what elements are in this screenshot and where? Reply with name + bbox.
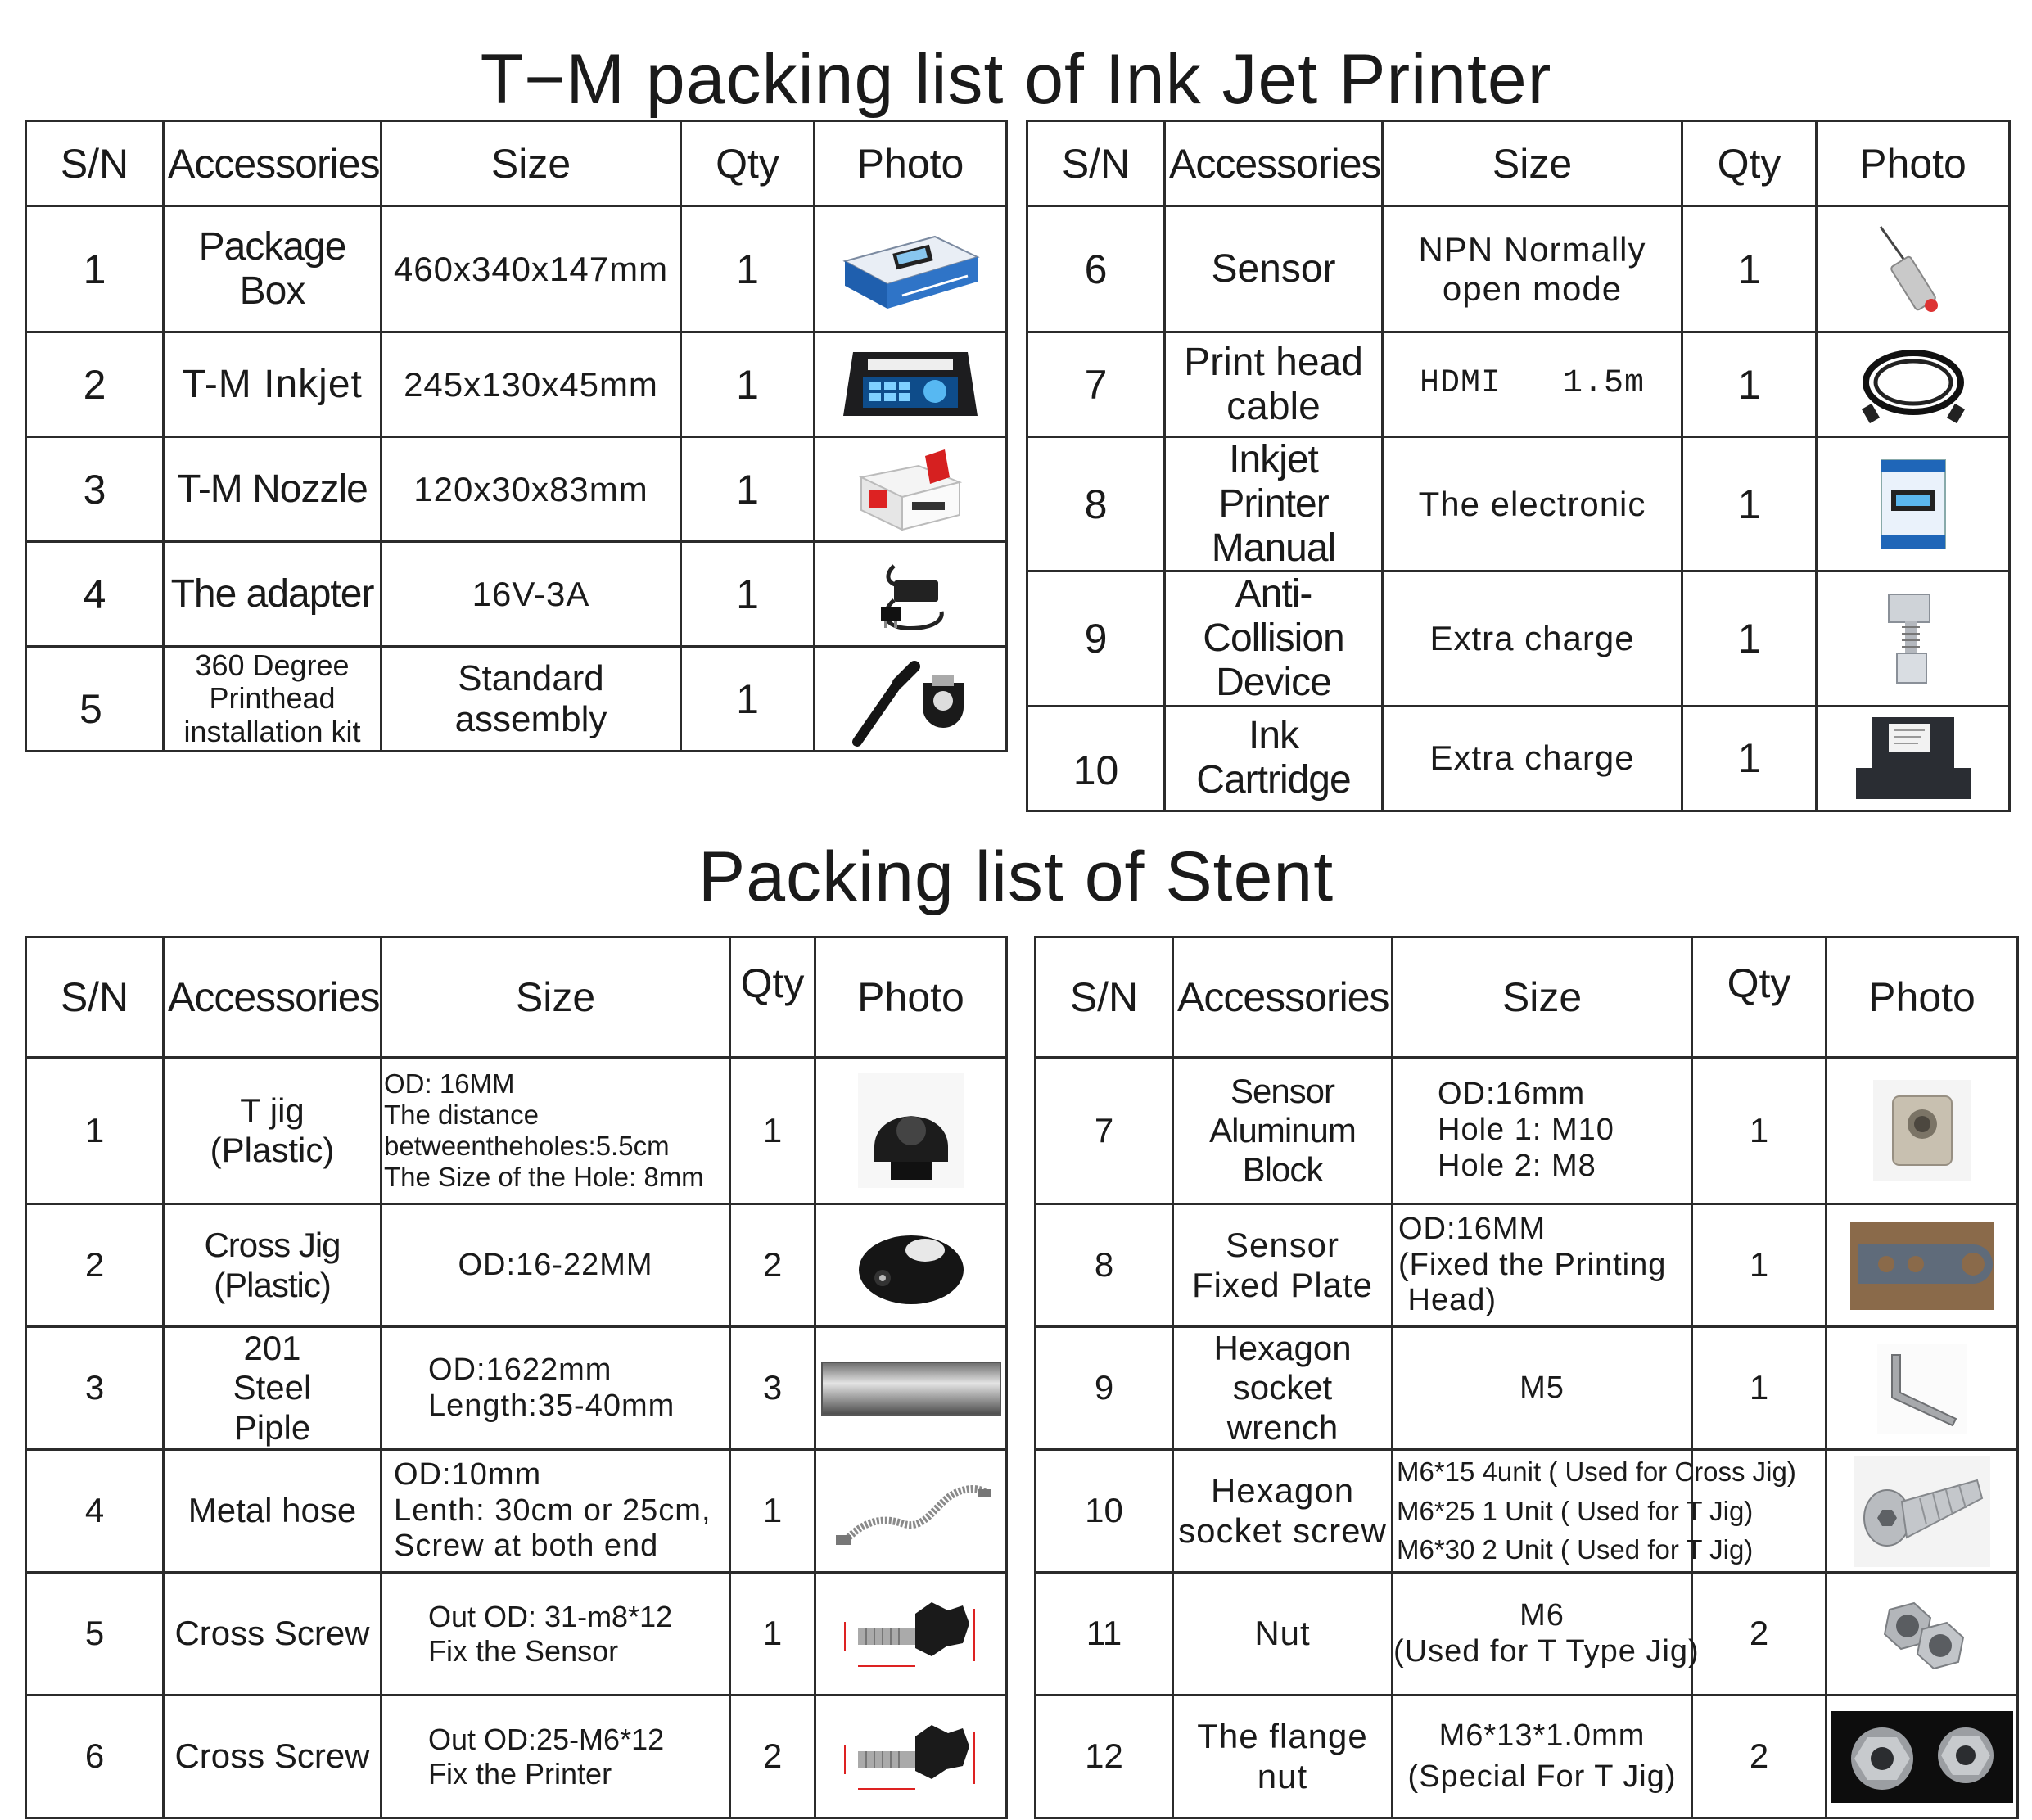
size-cell: 460x340x147mm	[382, 206, 681, 332]
installation-kit-photo	[841, 650, 980, 748]
header-accessories: Accessories	[164, 937, 382, 1058]
table-row	[26, 437, 1007, 542]
header-photo: Photo	[815, 937, 1007, 1058]
qty-cell: 1	[681, 542, 815, 647]
size-cell: The electronic	[1383, 437, 1682, 571]
header-sn: S/N	[1036, 937, 1173, 1058]
qty-cell: 1	[1682, 571, 1817, 706]
size-line: Out OD: 31-m8*12	[428, 1600, 673, 1634]
qty-cell: 1	[681, 437, 815, 542]
size-cell: Extra charge	[1383, 571, 1682, 706]
qty-cell: 1	[681, 332, 815, 437]
header-sn: S/N	[26, 937, 164, 1058]
accessory-cell: Sensor	[1165, 206, 1383, 332]
photo-cell	[815, 542, 1007, 647]
header-size: Size	[1383, 121, 1682, 206]
sn-cell: 10	[1027, 706, 1165, 811]
cross-jig-photo	[850, 1213, 973, 1319]
size-cell: Standard assembly	[382, 647, 681, 752]
accessory-cell: T-M Inkjet	[164, 332, 382, 437]
sn-cell: 9	[1036, 1327, 1173, 1450]
table-row	[26, 332, 1007, 437]
size-line: M5	[1519, 1370, 1565, 1405]
photo-cell	[1827, 1204, 2018, 1327]
table-row	[1027, 571, 2010, 706]
nut-photo	[1865, 1585, 1980, 1683]
size-line: Lenth: 30cm or 25cm,	[394, 1493, 711, 1528]
size-line: Hole 1: M10	[1438, 1113, 1614, 1148]
table-header-row	[1027, 121, 2010, 206]
accessory-cell: Sensor Aluminum Block	[1173, 1058, 1393, 1204]
accessory-cell: Cross Screw	[164, 1696, 382, 1818]
size-line: OD:10mm	[394, 1456, 542, 1492]
photo-cell	[1817, 206, 2010, 332]
accessory-cell: The adapter	[164, 542, 382, 647]
sn-cell: 2	[26, 332, 164, 437]
cross-screw-m8-photo	[825, 1581, 997, 1687]
photo-cell	[1817, 437, 2010, 571]
qty-cell: 1	[730, 1573, 815, 1696]
inkjet-printer-photo	[837, 344, 984, 426]
size-line: M6	[1519, 1597, 1565, 1633]
photo-cell	[815, 1696, 1007, 1818]
t-jig-photo	[858, 1073, 964, 1188]
fixed-plate-photo	[1850, 1222, 1994, 1310]
size-cell: 245x130x45mm	[382, 332, 681, 437]
nozzle-photo	[853, 445, 968, 535]
qty-cell: 1	[1692, 1204, 1827, 1327]
size-line: OD:16-22MM	[458, 1247, 653, 1282]
size-line: OD:1622mm	[428, 1352, 612, 1387]
table-row	[26, 206, 1007, 332]
size-line: OD:16mm	[1438, 1077, 1586, 1112]
size-cell	[1393, 1204, 1692, 1327]
size-line: The Size of the Hole: 8mm	[384, 1161, 704, 1192]
stent-table-left	[25, 936, 1008, 1819]
table-row	[1036, 1204, 2018, 1327]
size-line: M6*25 1 Unit ( Used for T Jig)	[1397, 1495, 1754, 1526]
sn-cell: 4	[26, 542, 164, 647]
sn-cell: 10	[1036, 1450, 1173, 1573]
table-row	[1036, 1327, 2018, 1450]
photo-cell	[1827, 1696, 2018, 1818]
qty-cell: 1	[1682, 332, 1817, 437]
size-line: Head)	[1398, 1283, 1497, 1318]
accessory-cell: Ink Cartridge	[1165, 706, 1383, 811]
size-cell	[382, 1204, 730, 1327]
size-cell: NPN Normally open mode	[1383, 206, 1682, 332]
accessory-cell: 360 Degree Printhead installation kit	[164, 647, 382, 752]
accessory-cell: Cross Screw	[164, 1573, 382, 1696]
table-row	[1027, 706, 2010, 811]
size-cell	[1393, 1327, 1692, 1450]
size-line: M6*15 4unit ( Used for Cross Jig)	[1397, 1456, 1796, 1487]
photo-cell	[815, 1058, 1007, 1204]
header-sn: S/N	[1027, 121, 1165, 206]
table-header-row	[1036, 937, 2018, 1058]
qty-cell: 3	[730, 1327, 815, 1450]
hex-wrench-photo	[1877, 1344, 1967, 1434]
table-row	[26, 1696, 1007, 1818]
sn-cell: 3	[26, 437, 164, 542]
aluminum-block-photo	[1873, 1080, 1971, 1181]
size-line: (Special For T Jig)	[1407, 1759, 1677, 1794]
photo-cell	[1827, 1573, 2018, 1696]
header-accessories: Accessories	[1173, 937, 1393, 1058]
table-row	[26, 1573, 1007, 1696]
stent-table-right	[1034, 936, 2019, 1819]
flange-nut-photo	[1831, 1711, 2013, 1803]
sn-cell: 7	[1036, 1058, 1173, 1204]
size-line: Screw at both end	[394, 1529, 659, 1564]
cross-screw-m6-photo	[825, 1704, 997, 1810]
qty-cell: 2	[730, 1204, 815, 1327]
power-adapter-photo	[861, 549, 960, 639]
table-row	[26, 1204, 1007, 1327]
qty-cell: 1	[730, 1450, 815, 1573]
accessory-cell: Inkjet Printer Manual	[1165, 437, 1383, 571]
photo-cell	[1817, 706, 2010, 811]
photo-cell	[1817, 571, 2010, 706]
header-photo: Photo	[815, 121, 1007, 206]
header-qty: Qty	[1682, 121, 1817, 206]
sn-cell: 12	[1036, 1696, 1173, 1818]
table-row	[26, 1327, 1007, 1450]
photo-cell	[815, 1450, 1007, 1573]
package-box-photo	[837, 220, 984, 318]
qty-cell: 1	[1692, 1327, 1827, 1450]
table-row	[1036, 1450, 2018, 1573]
photo-cell	[815, 332, 1007, 437]
anti-collision-device-photo	[1872, 591, 1954, 686]
accessory-cell: T-M Nozzle	[164, 437, 382, 542]
accessory-cell: T jig (Plastic)	[164, 1058, 382, 1204]
photo-cell	[815, 437, 1007, 542]
photo-cell	[1827, 1058, 2018, 1204]
sn-cell: 1	[26, 206, 164, 332]
qty-cell: 2	[730, 1696, 815, 1818]
size-line: OD: 16MM	[384, 1068, 515, 1100]
accessory-cell: The flange nut	[1173, 1696, 1393, 1818]
sn-cell: 8	[1027, 437, 1165, 571]
sn-cell: 5	[26, 647, 164, 752]
steel-pipe-photo	[822, 1356, 1000, 1421]
size-cell	[382, 1450, 730, 1573]
qty-cell: 1	[1682, 706, 1817, 811]
size-cell	[382, 1696, 730, 1818]
stent-packing-list-title: Packing list of Stent	[698, 838, 1334, 916]
size-line: OD:16MM	[1398, 1211, 1547, 1246]
sn-cell: 7	[1027, 332, 1165, 437]
sn-cell: 6	[26, 1696, 164, 1818]
size-line: Fix the Sensor	[428, 1633, 619, 1668]
photo-cell	[815, 206, 1007, 332]
qty-cell: 1	[681, 206, 815, 332]
metal-hose-photo	[829, 1466, 993, 1556]
header-qty: Qty	[730, 937, 815, 1058]
table-row	[26, 1450, 1007, 1573]
accessory-cell: Cross Jig (Plastic)	[164, 1204, 382, 1327]
printer-table-right	[1026, 120, 2011, 812]
size-cell	[1393, 1450, 1796, 1573]
qty-cell: 1	[1692, 1058, 1827, 1204]
size-cell	[1393, 1058, 1692, 1204]
photo-cell	[815, 647, 1007, 752]
sn-cell: 4	[26, 1450, 164, 1573]
size-line: The distance	[384, 1100, 539, 1131]
table-row	[26, 1058, 1007, 1204]
ink-cartridge-photo	[1848, 711, 1979, 806]
manual-photo	[1876, 457, 1950, 552]
size-cell: 16V-3A	[382, 542, 681, 647]
size-line: Hole 2: M8	[1438, 1148, 1596, 1183]
accessory-cell: Metal hose	[164, 1450, 382, 1573]
size-cell	[382, 1573, 730, 1696]
size-cell	[1393, 1573, 1700, 1696]
table-row	[1036, 1573, 2018, 1696]
size-line: betweentheholes:5.5cm	[384, 1131, 670, 1161]
accessory-cell: Anti-Collision Device	[1165, 571, 1383, 706]
header-photo: Photo	[1827, 937, 2018, 1058]
qty-cell: 1	[1682, 437, 1817, 571]
table-row	[26, 542, 1007, 647]
header-qty: Qty	[1692, 937, 1827, 1058]
hex-socket-screw-photo	[1854, 1456, 1990, 1567]
accessory-cell: Print head cable	[1165, 332, 1383, 437]
size-cell: HDMI 1.5m	[1383, 332, 1682, 437]
header-accessories: Accessories	[1165, 121, 1383, 206]
sn-cell: 8	[1036, 1204, 1173, 1327]
qty-cell: 1	[1682, 206, 1817, 332]
accessory-cell: Hexagon socket wrench	[1173, 1327, 1393, 1450]
size-line: Fix the Printer	[428, 1756, 612, 1791]
photo-cell	[815, 1204, 1007, 1327]
size-cell	[1393, 1696, 1692, 1818]
photo-cell	[1817, 332, 2010, 437]
printer-table-left	[25, 120, 1008, 752]
sn-cell: 3	[26, 1327, 164, 1450]
header-photo: Photo	[1817, 121, 2010, 206]
qty-cell: 2	[1692, 1573, 1827, 1696]
sn-cell: 9	[1027, 571, 1165, 706]
printer-packing-list-title: T−M packing list of Ink Jet Printer	[480, 40, 1552, 119]
accessory-cell: Nut	[1173, 1573, 1393, 1696]
accessory-cell: 201 Steel Piple	[164, 1327, 382, 1450]
accessory-cell: Hexagon socket screw	[1173, 1450, 1393, 1573]
size-line: (Used for T Type Jig)	[1393, 1633, 1700, 1669]
sn-cell: 1	[26, 1058, 164, 1204]
accessory-cell: Package Box	[164, 206, 382, 332]
table-header-row	[26, 121, 1007, 206]
qty-cell: 2	[1692, 1696, 1827, 1818]
size-line: (Fixed the Printing	[1398, 1247, 1667, 1282]
header-size: Size	[382, 121, 681, 206]
sn-cell: 5	[26, 1573, 164, 1696]
size-line: Length:35-40mm	[428, 1388, 675, 1423]
table-row	[1027, 332, 2010, 437]
size-cell	[382, 1058, 730, 1204]
table-row	[1027, 437, 2010, 571]
header-sn: S/N	[26, 121, 164, 206]
photo-cell	[1827, 1450, 2018, 1573]
photo-cell	[815, 1573, 1007, 1696]
table-header-row	[26, 937, 1007, 1058]
size-cell	[382, 1327, 730, 1450]
size-line: M6*30 2 Unit ( Used for T Jig)	[1397, 1534, 1754, 1565]
table-row	[26, 647, 1007, 752]
sn-cell: 2	[26, 1204, 164, 1327]
table-row	[1027, 206, 2010, 332]
photo-cell	[1827, 1327, 2018, 1450]
table-row	[1036, 1696, 2018, 1818]
table-row	[1036, 1058, 2018, 1204]
size-cell: Extra charge	[1383, 706, 1682, 811]
photo-cell	[815, 1327, 1007, 1450]
qty-cell: 1	[730, 1058, 815, 1204]
header-accessories: Accessories	[164, 121, 382, 206]
sn-cell: 6	[1027, 206, 1165, 332]
header-size: Size	[1393, 937, 1692, 1058]
hdmi-cable-photo	[1852, 340, 1975, 430]
size-line: Out OD:25-M6*12	[428, 1723, 665, 1757]
sn-cell: 11	[1036, 1573, 1173, 1696]
sensor-photo	[1872, 220, 1954, 318]
accessory-cell: Sensor Fixed Plate	[1173, 1204, 1393, 1327]
header-qty: Qty	[681, 121, 815, 206]
header-size: Size	[382, 937, 730, 1058]
size-cell: 120x30x83mm	[382, 437, 681, 542]
size-line: M6*13*1.0mm	[1438, 1718, 1646, 1753]
qty-cell: 1	[681, 647, 815, 752]
